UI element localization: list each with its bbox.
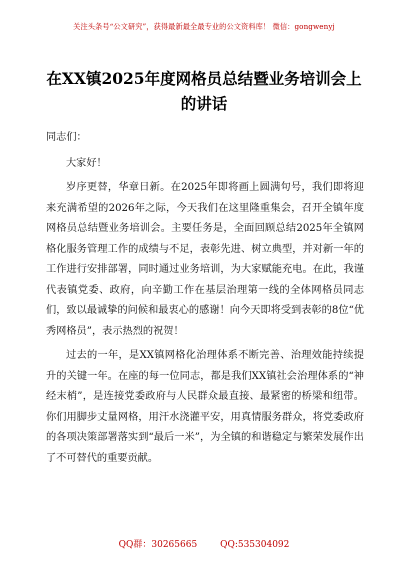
salutation: 同志们： <box>46 132 87 143</box>
document-title: 在XX镇2025年度网格员总结暨业务培训会上的讲话 <box>46 69 362 113</box>
footer-contact <box>0 537 408 550</box>
document-body <box>46 128 364 473</box>
footer-qq: QQ:535304092 <box>220 540 290 550</box>
paragraph-2 <box>46 346 364 469</box>
footer-qq-group: QQ群：30265665 <box>118 540 198 550</box>
greeting: 大家好！ <box>66 158 107 169</box>
paragraph-text: 岁序更替，华章日新。在2025年即将画上圆满句号，我们即将迎来充满希望的2026年之际，今天我们在这里隆重集会，召开全镇年度网格员总结暨业务培训会。主要任务是，全面回顾总结2025年全镇网格化服务管理工作的成绩与不足，表彰先进、树立典型，并对新一年的工作进行安排部署，同时通过业务培训，为大家赋能充电。在此，我谨代表镇党委、政府，向辛勤工作在基层治理第一线的全体网格员同志们，致以最诚挚的问候和最衷心的感谢！向今天即将受到表彰的8位“优秀网格员”，表示热烈的祝贺！ <box>46 182 364 337</box>
paragraph-1 <box>46 178 364 342</box>
paragraph-text: 过去的一年，是XX镇网格化治理体系不断完善、治理效能持续提升的关键一年。在座的每一位同志，都是我们XX镇社会治理体系的“神经末梢”，是连接党委政府与人民群众最直接、最紧密的桥梁和纽带。你们用脚步丈量网格，用汗水浇灌平安，用真情服务群众，将党委政府的各项决策部署落实到“最后一米”，为全镇的和谐稳定与繁荣发展作出了不可替代的重要贡献。 <box>46 350 364 464</box>
top-banner: 关注头条号“公文研究”，获得最新最全最专业的公文资料库！ 微信：gongwenyj <box>73 22 335 31</box>
